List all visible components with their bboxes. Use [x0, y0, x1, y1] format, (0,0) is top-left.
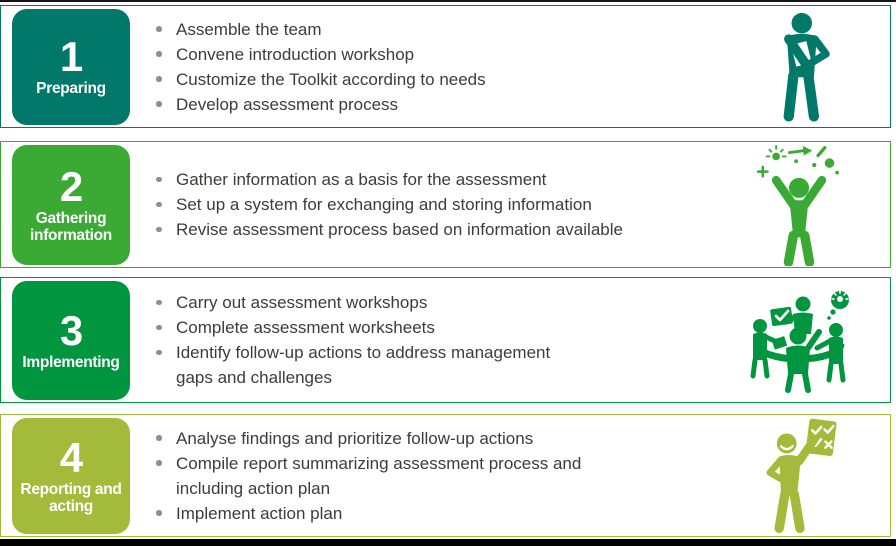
- bullet-item: Revise assessment process based on information available: [152, 217, 623, 242]
- step-label: Gathering information: [30, 209, 112, 244]
- step-badge: [12, 281, 130, 400]
- bullet-item: Analyse findings and prioritize follow-up actions: [152, 426, 602, 451]
- bullet-item: Assemble the team: [152, 17, 486, 42]
- bullet-item: Identify follow-up actions to address management gaps and challenges: [152, 340, 582, 390]
- top-frame-line: [0, 0, 896, 2]
- step-row-preparing: [0, 5, 891, 128]
- step-bullets: [152, 5, 486, 128]
- bullet-item: Complete assessment worksheets: [152, 315, 582, 340]
- bullet-item: Develop assessment process: [152, 92, 486, 117]
- step-number: 4: [59, 433, 83, 481]
- bullet-item: Carry out assessment workshops: [152, 290, 582, 315]
- bottom-frame-bar: [0, 539, 896, 546]
- step-bullets: [152, 277, 582, 403]
- step-badge: [12, 9, 130, 125]
- step-number: 2: [59, 162, 83, 210]
- step-label: Reporting and acting: [20, 480, 122, 515]
- step-number: 1: [59, 33, 83, 81]
- person-gathering-ideas-icon: [733, 141, 865, 268]
- bullet-item: Convene introduction workshop: [152, 42, 486, 67]
- step-badge: [12, 145, 130, 265]
- step-bullets: [152, 141, 623, 268]
- bullet-item: Gather information as a basis for the assessment: [152, 167, 623, 192]
- person-presenting-checklist-icon: [733, 414, 865, 537]
- step-row-gathering-information: [0, 141, 891, 268]
- step-badge: [12, 418, 130, 534]
- step-row-reporting-and-acting: [0, 414, 891, 537]
- step-number: 3: [59, 306, 83, 354]
- bullet-item: Customize the Toolkit according to needs: [152, 67, 486, 92]
- person-holding-document-icon: [733, 5, 865, 128]
- step-row-implementing: [0, 277, 891, 403]
- step-label: Implementing: [22, 353, 120, 371]
- group-workshop-meeting-icon: [733, 277, 865, 403]
- step-label: Preparing: [36, 80, 106, 98]
- bullet-item: Implement action plan: [152, 501, 602, 526]
- bullet-item: Set up a system for exchanging and storing information: [152, 192, 623, 217]
- bullet-item: Compile report summarizing assessment process and including action plan: [152, 451, 602, 501]
- step-bullets: [152, 414, 602, 537]
